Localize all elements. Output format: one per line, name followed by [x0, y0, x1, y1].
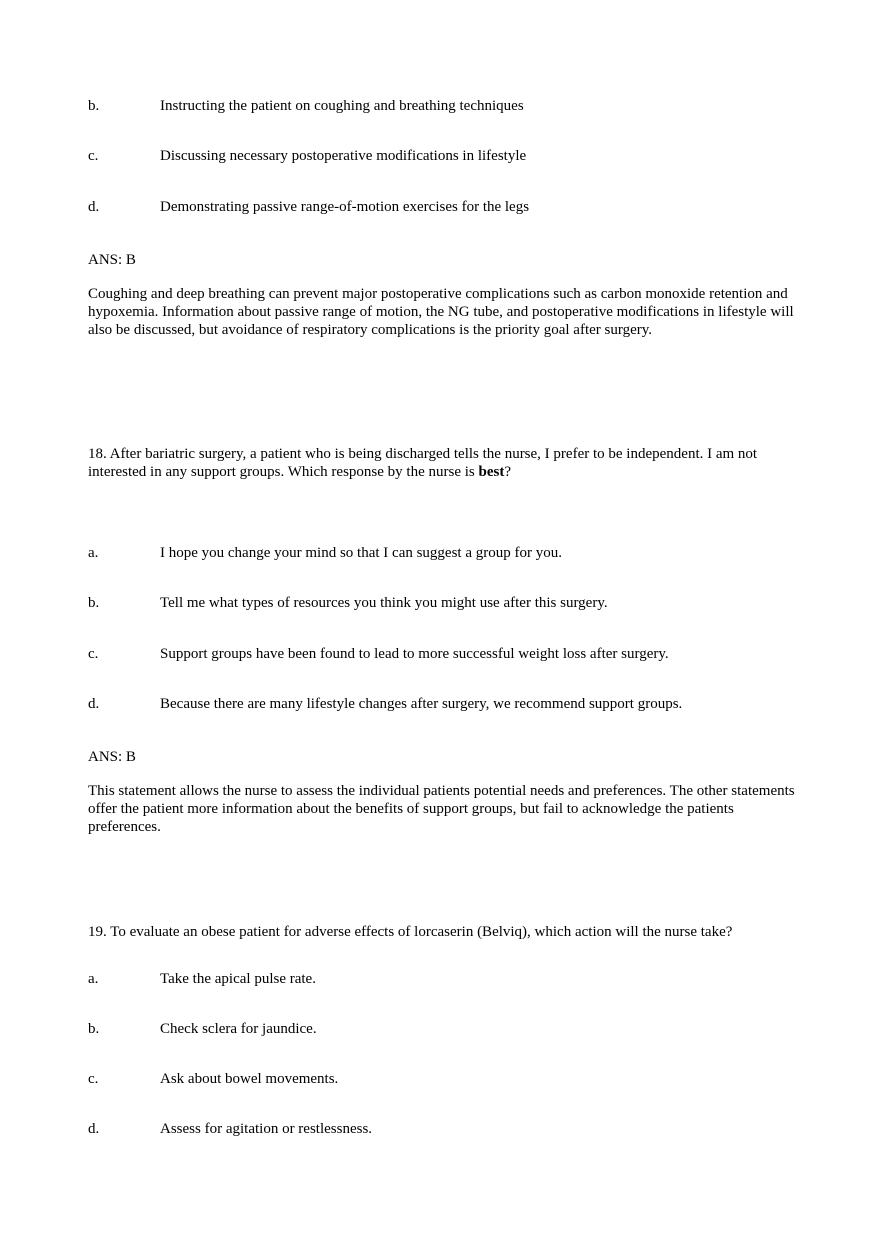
q18-stem-text: 18. After bariatric surgery, a patient who is being discharged tells the nurse, I prefer to be independent. I am not interested in any support groups. Which response by the nurse is	[88, 446, 758, 480]
q17-option-b-letter: b.	[88, 98, 100, 114]
q17-option-c-text: Discussing necessary postoperative modifications in lifestyle	[160, 148, 527, 164]
q19-option-b-letter: b.	[88, 1021, 100, 1037]
q17-answer: ANS: B	[88, 252, 136, 268]
q19-option-d-letter: d.	[88, 1121, 100, 1137]
q18-stem	[88, 445, 800, 481]
q18-option-b-text: Tell me what types of resources you think you might use after this surgery.	[160, 595, 608, 611]
q18-option-d-text: Because there are many lifestyle changes after surgery, we recommend support groups.	[160, 696, 683, 712]
q19-option-c-letter: c.	[88, 1071, 99, 1087]
q18-stem-bold: best	[478, 464, 505, 480]
q18-option-b-letter: b.	[88, 595, 100, 611]
q19-option-d-text: Assess for agitation or restlessness.	[160, 1121, 373, 1137]
q19-option-a-text: Take the apical pulse rate.	[160, 971, 316, 987]
q17-option-d-letter: d.	[88, 199, 100, 215]
q18-option-d-letter: d.	[88, 696, 100, 712]
q18-option-c-text: Support groups have been found to lead to more successful weight loss after surgery.	[160, 646, 669, 662]
q17-option-c-letter: c.	[88, 148, 99, 164]
q17-option-d-text: Demonstrating passive range-of-motion exercises for the legs	[160, 199, 530, 215]
q17-rationale: Coughing and deep breathing can prevent major postoperative complications such as carbon monoxide retention and hypoxemia. Information about passive range of motion, the NG tube, and postoperative modifications in lifestyle will also be discussed, but avoidance of respiratory complications is the priority goal after surgery.	[88, 286, 794, 338]
q18-option-c-letter: c.	[88, 646, 99, 662]
q18-answer: ANS: B	[88, 749, 136, 765]
q18-rationale: This statement allows the nurse to assess the individual patients potential needs and preferences. The other statements offer the patient more information about the benefits of support groups, but fail to acknowledge the patients preferences.	[88, 783, 795, 835]
q19-option-a-letter: a.	[88, 971, 99, 987]
q18-option-a-letter: a.	[88, 545, 99, 561]
q18-option-a-text: I hope you change your mind so that I can suggest a group for you.	[160, 545, 562, 561]
q17-option-b-text: Instructing the patient on coughing and breathing techniques	[160, 98, 524, 114]
q19-option-c-text: Ask about bowel movements.	[160, 1071, 339, 1087]
q19-stem: 19. To evaluate an obese patient for adverse effects of lorcaserin (Belviq), which action will the nurse take?	[88, 924, 733, 940]
q19-option-b-text: Check sclera for jaundice.	[160, 1021, 317, 1037]
q18-stem-end: ?	[504, 464, 511, 480]
